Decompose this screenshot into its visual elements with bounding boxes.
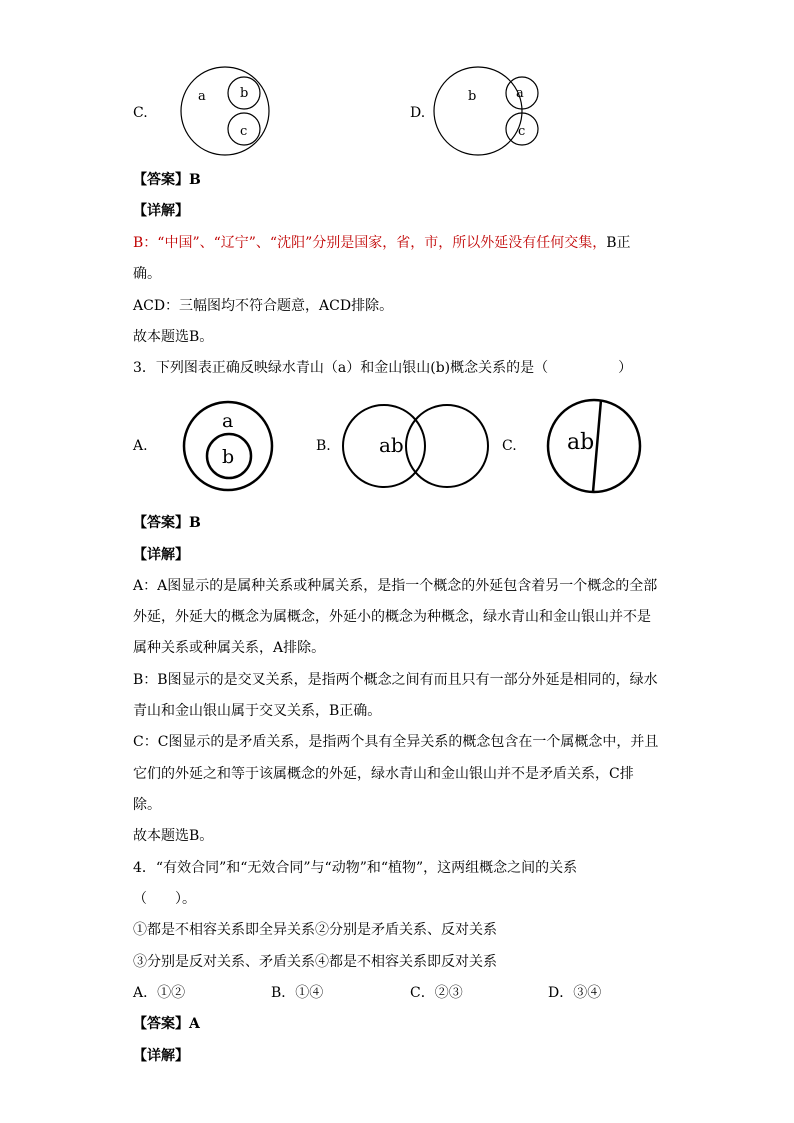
circle-b	[434, 67, 522, 155]
q2-option-d-label: D.	[410, 105, 426, 121]
q3-diagram-c	[546, 398, 642, 494]
q3-c-line-3: 除。	[133, 797, 161, 813]
q4-option-d: D．③④	[548, 985, 602, 1001]
q3-a-line-3: 属种关系或种属关系，A排除。	[133, 640, 326, 656]
q3-option-c-label: C.	[502, 438, 517, 454]
q3-detail-title: 【详解】	[133, 547, 189, 563]
q2-explain-b	[133, 233, 631, 253]
q3-option-b-label: B.	[316, 438, 331, 454]
q2-diagram-c	[180, 66, 280, 158]
label-c: c	[518, 124, 526, 139]
q4-item-1: ①都是不相容关系即全异关系②分别是矛盾关系、反对关系	[133, 922, 497, 938]
q2-explain-b-red: “中国”、“辽宁”、“沈阳”分别是国家，省，市，所以外延没有任何交集，	[157, 235, 607, 251]
q3-a-line-2: 外延，外延大的概念为属概念，外延小的概念为种概念，绿水青山和金山银山并不是	[133, 609, 651, 625]
label-ab: ab	[567, 430, 595, 455]
label-a: a	[198, 89, 206, 104]
label-c: c	[240, 124, 248, 139]
q2-explain-acd: ACD：三幅图均不符合题意，ACD排除。	[133, 298, 394, 314]
q3-stem: 3．下列图表正确反映绿水青山（a）和金山银山(b)概念关系的是（ ）	[133, 360, 633, 376]
q3-c-line-1: C：C图显示的是矛盾关系，是指两个具有全异关系的概念包含在一个属概念中，并且	[133, 734, 659, 750]
q4-option-b: B．①④	[271, 985, 324, 1001]
label-ab: ab	[379, 433, 404, 457]
q4-detail-title: 【详解】	[133, 1048, 189, 1064]
q2-explain-b-line2: 确。	[133, 266, 161, 282]
q4-stem: 4．“有效合同”和“无效合同”与“动物”和“植物”，这两组概念之间的关系	[133, 860, 578, 876]
label-b: b	[222, 446, 235, 468]
label-b: b	[468, 89, 477, 104]
q4-answer: 【答案】A	[133, 1016, 200, 1032]
q2-option-c-label: C.	[133, 105, 148, 121]
circle-a	[181, 67, 269, 155]
q2-explain-b-prefix: B：	[133, 235, 158, 251]
q4-stem-line2: （ ）。	[133, 891, 196, 907]
q2-answer: 【答案】B	[133, 172, 201, 188]
q3-a-line-1: A：A图显示的是属种关系或种属关系，是指一个概念的外延包含着另一个概念的全部	[133, 578, 658, 594]
q2-detail-title: 【详解】	[133, 203, 189, 219]
q4-option-c: C．②③	[410, 985, 463, 1001]
q3-diagram-a	[182, 400, 274, 492]
label-a: a	[516, 86, 524, 101]
q3-b-line-2: 青山和金山银山属于交叉关系，B正确。	[133, 703, 382, 719]
q2-explain-b-tail: B正	[606, 235, 631, 251]
circle-right	[406, 405, 488, 487]
q2-diagram-d	[432, 66, 542, 158]
q3-conclusion: 故本题选B。	[133, 828, 214, 844]
q4-option-a: A．①②	[133, 985, 186, 1001]
q3-c-line-2: 它们的外延之和等于该属概念的外延，绿水青山和金山银山并不是矛盾关系，C排	[133, 766, 634, 782]
label-b: b	[240, 86, 249, 101]
q4-item-2: ③分别是反对关系、矛盾关系④都是不相容关系即反对关系	[133, 954, 497, 970]
q3-b-line-1: B：B图显示的是交叉关系，是指两个概念之间有而且只有一部分外延是相同的，绿水	[133, 672, 658, 688]
q3-option-a-label: A.	[133, 438, 148, 454]
q3-answer: 【答案】B	[133, 515, 201, 531]
q2-conclusion: 故本题选B。	[133, 329, 214, 345]
label-a: a	[222, 410, 234, 432]
q3-diagram-b	[342, 400, 492, 492]
